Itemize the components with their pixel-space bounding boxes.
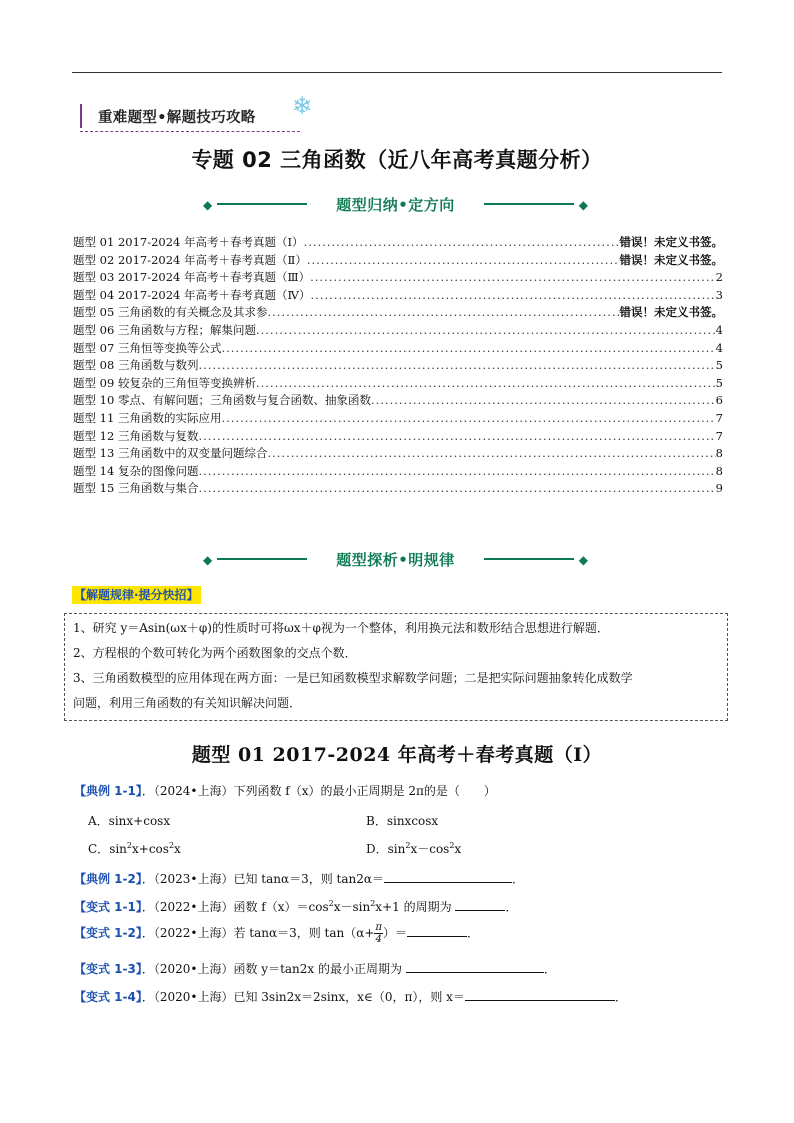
toc-entry-title: 题型 11 三角函数的实际应用 xyxy=(73,410,222,425)
toc-leader-dots xyxy=(256,375,716,393)
fraction-pi-over-4: $\frac{\pi}{4}$ xyxy=(375,922,382,945)
question-text: ．（2020•上海）已知 3sin2x＝2sinx，x∈（0，π），则 x＝ xyxy=(141,990,465,1004)
toc-entry-page: 5 xyxy=(715,375,723,390)
question-text: ．（2024•上海）下列函数 f（x）的最小正周期是 2π的是（ ） xyxy=(141,784,496,798)
toc-leader-dots xyxy=(198,428,715,446)
toc-entry-page: 3 xyxy=(715,287,723,302)
page-title: 专题 02 三角函数（近八年高考真题分析） xyxy=(191,148,603,172)
question-tag: 【典例 1-2】 xyxy=(74,872,142,886)
diamond-icon: ◆ xyxy=(203,198,213,212)
toc-entry-page: 8 xyxy=(715,446,723,461)
question-tag: 【变式 1-2】 xyxy=(74,926,142,940)
option-d: D．$\sin^2x-\cos^2x$ xyxy=(366,841,462,856)
toc-entry[interactable] xyxy=(73,304,723,322)
toc-entry-page: 4 xyxy=(715,340,723,355)
tip-line: 3、三角函数模型的应用体现在两方面：一是已知函数模型求解数学问题；二是把实际问题抽象转化成数学 xyxy=(73,671,633,685)
answer-blank[interactable] xyxy=(465,988,615,1001)
divider-toc xyxy=(203,194,588,214)
toc-entry-page: 错误！未定义书签。 xyxy=(619,252,723,267)
toc-leader-dots xyxy=(221,410,715,428)
option-b: B．sinxcosx xyxy=(366,814,439,828)
question-text: ．（2020•上海）函数 y＝tan2x 的最小正周期为 xyxy=(141,962,406,976)
divider-line-right xyxy=(484,203,574,205)
toc-entry-page: 7 xyxy=(715,410,723,425)
question-tag: 【变式 1-3】 xyxy=(74,962,142,976)
toc-entry-title: 题型 12 三角函数与复数 xyxy=(73,428,199,443)
toc-entry-title: 题型 13 三角函数中的双变量问题综合 xyxy=(73,446,268,461)
answer-blank[interactable] xyxy=(455,898,505,911)
toc-leader-dots xyxy=(198,463,715,481)
toc-entry-page: 2 xyxy=(715,270,723,285)
toc-entry[interactable] xyxy=(73,392,723,410)
question-text: ．（2023•上海）已知 tanα＝3，则 tan2α＝ xyxy=(141,872,384,886)
toc-entry-title: 题型 15 三角函数与集合 xyxy=(73,481,199,496)
question-variant-1-1: 【变式 1-1】．（2022•上海）函数 $f(x)=\cos^2x-\sin^2x+1$ 的周期为 ． xyxy=(74,899,518,914)
tips-box xyxy=(64,613,728,721)
divider-explore xyxy=(203,549,588,569)
toc-leader-dots xyxy=(221,340,715,358)
toc-entry-page: 4 xyxy=(715,322,723,337)
toc-entry[interactable] xyxy=(73,463,723,481)
diamond-icon: ◆ xyxy=(578,198,588,212)
question-example-1-2: 【典例 1-2】．（2023•上海）已知 tanα＝3，则 tan2α＝ ． xyxy=(74,872,525,886)
question-tag: 【变式 1-1】 xyxy=(74,900,142,914)
question-variant-1-4: 【变式 1-4】．（2020•上海）已知 3sin2x＝2sinx，x∈（0，π），则 x＝ ． xyxy=(74,990,627,1004)
toc-entry[interactable] xyxy=(73,357,723,375)
toc-entry-title: 题型 02 2017-2024 年高考＋春考真题（Ⅱ） xyxy=(73,252,307,267)
toc-leader-dots xyxy=(198,480,715,498)
toc-entry-page: 6 xyxy=(715,393,723,408)
tip-line: 2、方程根的个数可转化为两个函数图象的交点个数． xyxy=(73,646,357,660)
toc-leader-dots xyxy=(267,304,619,322)
toc-entry[interactable] xyxy=(73,445,723,463)
question-variant-1-3: 【变式 1-3】．（2020•上海）函数 y＝tan2x 的最小正周期为 ． xyxy=(74,962,556,976)
tips-label: 【解题规律·提分快招】 xyxy=(74,588,199,602)
toc-entry-page: 错误！未定义书签。 xyxy=(619,305,723,320)
toc-entry-page: 5 xyxy=(715,358,723,373)
toc-leader-dots xyxy=(304,234,620,252)
tip-line: 问题，利用三角函数的有关知识解决问题． xyxy=(73,696,302,710)
banner xyxy=(80,100,312,134)
option-c: C．$\sin^2x+\cos^2x$ xyxy=(88,841,181,856)
toc-leader-dots xyxy=(311,287,716,305)
option-a: A．sinx+cosx xyxy=(88,814,171,828)
toc-entry-title: 题型 05 三角函数的有关概念及其求参 xyxy=(73,305,268,320)
header-rule xyxy=(72,72,722,73)
toc-entry-title: 题型 07 三角恒等变换等公式 xyxy=(73,340,222,355)
question-variant-1-2: 【变式 1-2】．（2022•上海）若 tanα＝3，则 tan（α+ $\frac{\pi}{4}$ ）＝ ． xyxy=(74,922,480,945)
toc-entry[interactable] xyxy=(73,410,723,428)
divider-line-right xyxy=(484,558,574,560)
toc-leader-dots xyxy=(371,392,716,410)
toc-entry-page: 8 xyxy=(715,463,723,478)
toc-entry-title: 题型 01 2017-2024 年高考＋春考真题（I） xyxy=(73,235,304,249)
table-of-contents xyxy=(73,234,723,498)
toc-entry[interactable] xyxy=(73,340,723,358)
tip-line: 1、研究 y＝Asin(ωx＋φ)的性质时可将ωx＋φ视为一个整体，利用换元法和数形结合思想进行解题． xyxy=(73,621,609,635)
toc-entry-page: 错误！未定义书签。 xyxy=(619,235,723,249)
toc-entry[interactable] xyxy=(73,375,723,393)
toc-leader-dots xyxy=(198,357,715,375)
toc-leader-dots xyxy=(310,269,716,287)
toc-entry-title: 题型 08 三角函数与数列 xyxy=(73,358,199,373)
toc-entry-title: 题型 09 较复杂的三角恒等变换辨析 xyxy=(73,375,256,390)
toc-entry-title: 题型 10 零点、有解问题；三角函数与复合函数、抽象函数 xyxy=(73,393,371,408)
diamond-icon: ◆ xyxy=(578,553,588,567)
toc-entry-page: 7 xyxy=(715,428,723,443)
toc-entry-title: 题型 03 2017-2024 年高考＋春考真题（Ⅲ） xyxy=(73,270,311,285)
toc-leader-dots xyxy=(256,322,716,340)
answer-blank[interactable] xyxy=(384,870,512,883)
toc-entry[interactable] xyxy=(73,322,723,340)
diamond-icon: ◆ xyxy=(203,553,213,567)
banner-bar xyxy=(80,104,82,128)
question-tag: 【变式 1-4】 xyxy=(74,990,142,1004)
toc-entry[interactable] xyxy=(73,252,723,270)
toc-entry-title: 题型 06 三角函数与方程；解集问题 xyxy=(73,322,256,337)
divider-label: 题型探析•明规律 xyxy=(336,551,455,569)
toc-entry-page: 9 xyxy=(715,481,723,496)
banner-text: 重难题型•解题技巧攻略 xyxy=(98,110,256,126)
answer-blank[interactable] xyxy=(406,960,544,973)
toc-entry[interactable] xyxy=(73,269,723,287)
question-tag: 【典例 1-1】 xyxy=(74,784,142,798)
toc-entry[interactable] xyxy=(73,234,723,252)
snowflake-icon: ❄ xyxy=(292,92,313,120)
toc-entry[interactable] xyxy=(73,480,723,498)
toc-entry[interactable] xyxy=(73,428,723,446)
toc-entry-title: 题型 04 2017-2024 年高考＋春考真题（Ⅳ） xyxy=(73,287,311,302)
section-title: 题型 01 2017-2024 年高考＋春考真题（I） xyxy=(191,744,603,766)
divider-label: 题型归纳•定方向 xyxy=(336,196,455,214)
banner-underline xyxy=(80,131,300,132)
toc-entry[interactable] xyxy=(73,287,723,305)
toc-entry-title: 题型 14 复杂的图像问题 xyxy=(73,463,199,478)
toc-leader-dots xyxy=(267,445,715,463)
toc-leader-dots xyxy=(307,252,620,270)
question-example-1-1 xyxy=(74,782,496,799)
answer-blank[interactable] xyxy=(407,924,467,937)
